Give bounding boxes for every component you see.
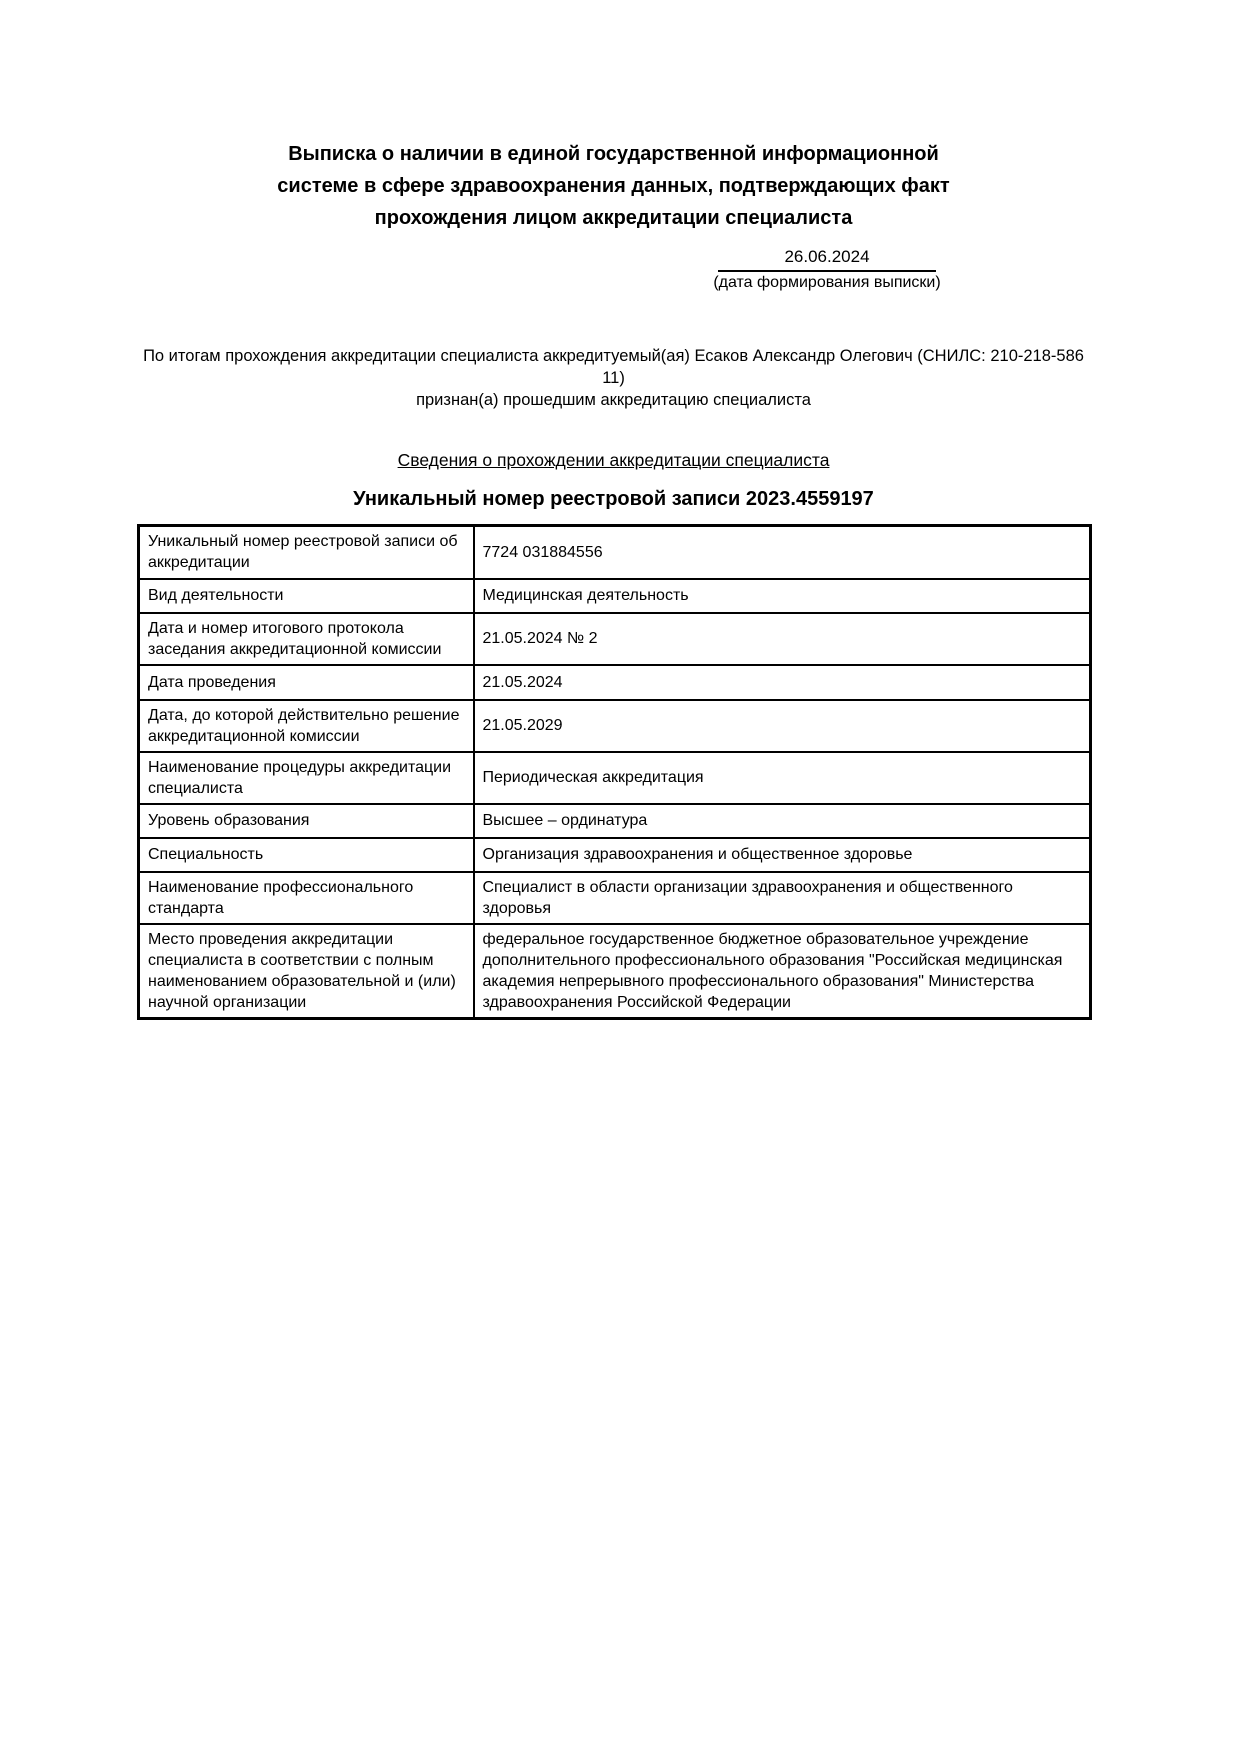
accreditation-details-table (137, 524, 1092, 1020)
document-title-line: Выписка о наличии в единой государственной информационной (288, 143, 939, 165)
row-label: Уникальный номер реестровой записи об аккредитации (139, 526, 474, 579)
document-title-line: прохождения лицом аккредитации специалиста (374, 207, 853, 229)
table-row (139, 579, 1091, 613)
table-row (139, 838, 1091, 872)
row-label: Уровень образования (139, 804, 474, 838)
extract-date-caption: (дата формирования выписки) (713, 274, 941, 291)
row-label: Место проведения аккредитации специалиста в соответствии с полным наименованием образовательной и (или) научной организации (139, 924, 474, 1019)
row-value: федеральное государственное бюджетное образовательное учреждение дополнительного профессионального образования "Российская медицинская академия непрерывного профессионального образования" Министерства здравоохранения Российской Федерации (474, 924, 1091, 1019)
row-label: Специальность (139, 838, 474, 872)
document-title-line: системе в сфере здравоохранения данных, подтверждающих факт (277, 175, 950, 197)
record-number-heading: Уникальный номер реестровой записи 2023.4559197 (353, 488, 874, 510)
row-value: 21.05.2024 (474, 665, 1091, 700)
section-heading: Сведения о прохождении аккредитации специалиста (397, 450, 830, 470)
table-row (139, 526, 1091, 579)
table-row (139, 804, 1091, 838)
table-row (139, 872, 1091, 924)
accreditation-result-line: По итогам прохождения аккредитации специалиста аккредитуемый(ая) Есаков Александр Олегович (СНИЛС: 210-218-586 11) (143, 347, 1084, 387)
row-value: 21.05.2029 (474, 700, 1091, 752)
row-label: Вид деятельности (139, 579, 474, 613)
row-label: Дата проведения (139, 665, 474, 700)
row-label: Дата, до которой действительно решение аккредитационной комиссии (139, 700, 474, 752)
table-row (139, 700, 1091, 752)
document-title (254, 138, 974, 234)
table-row (139, 613, 1091, 665)
accreditation-result-line: признан(а) прошедшим аккредитацию специалиста (416, 391, 811, 409)
row-value: 21.05.2024 № 2 (474, 613, 1091, 665)
extract-date-block (657, 246, 997, 293)
row-value: 7724 031884556 (474, 526, 1091, 579)
row-value: Специалист в области организации здравоохранения и общественного здоровья (474, 872, 1091, 924)
table-row (139, 924, 1091, 1019)
row-label: Наименование профессионального стандарта (139, 872, 474, 924)
table-row (139, 665, 1091, 700)
extract-date-value: 26.06.2024 (718, 246, 936, 272)
row-label: Дата и номер итогового протокола заседания аккредитационной комиссии (139, 613, 474, 665)
accreditation-result-paragraph (137, 345, 1090, 411)
row-value: Высшее – ординатура (474, 804, 1091, 838)
row-value: Медицинская деятельность (474, 579, 1091, 613)
row-label: Наименование процедуры аккредитации специалиста (139, 752, 474, 804)
row-value: Организация здравоохранения и общественное здоровье (474, 838, 1091, 872)
table-row (139, 752, 1091, 804)
row-value: Периодическая аккредитация (474, 752, 1091, 804)
